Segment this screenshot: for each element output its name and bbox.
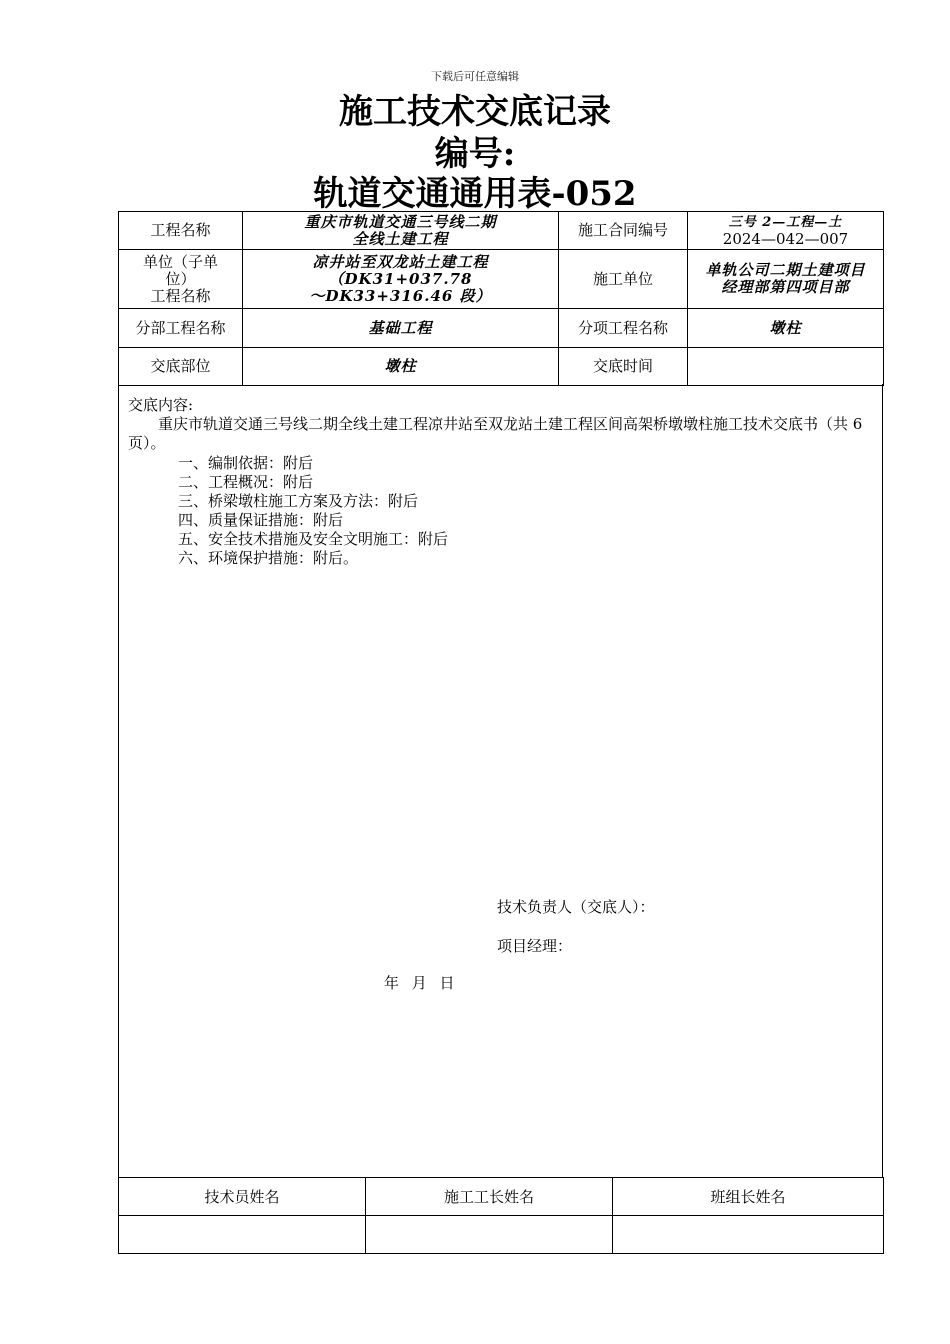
project-name-value-line1: 重庆市轨道交通三号线二期 <box>304 212 497 231</box>
team-leader-name-header: 班组长姓名 <box>613 1178 884 1216</box>
table-row <box>119 250 884 309</box>
briefing-time-label: 交底时间 <box>559 348 688 386</box>
project-manager-signature-label: 项目经理： <box>497 937 573 955</box>
watermark-text: 下载后可任意编辑 <box>431 70 519 83</box>
date-label: 年 月 日 <box>384 974 455 992</box>
list-item: 四、质量保证措施：附后 <box>178 511 344 529</box>
contract-number-label: 施工合同编号 <box>559 212 688 250</box>
list-item: 二、工程概况：附后 <box>178 473 314 491</box>
subitem-project-value: 墩柱 <box>688 309 884 348</box>
briefing-location-label: 交底部位 <box>119 348 243 386</box>
division-project-value: 基础工程 <box>243 309 559 348</box>
unit-label-line2: 位） <box>165 269 196 288</box>
table-row <box>119 309 884 348</box>
project-name-value-line2: 全线土建工程 <box>352 229 449 248</box>
unit-value-line1: 凉井站至双龙站土建工程（DK31+037.78 <box>312 252 489 288</box>
briefing-time-value <box>688 348 884 386</box>
table-row <box>119 348 884 386</box>
foreman-name-header: 施工工长姓名 <box>366 1178 613 1216</box>
unit-project-name-value <box>243 250 559 309</box>
briefing-content-section <box>118 384 883 1178</box>
contract-number-line1: 三号 2—工程—土 <box>728 214 843 230</box>
team-leader-name-cell[interactable] <box>613 1216 884 1254</box>
document-title: 施工技术交底记录 <box>339 92 611 132</box>
document-number-label: 编号: <box>434 134 516 174</box>
unit-project-name-label <box>119 250 243 309</box>
construction-unit-line2: 经理部第四项目部 <box>721 278 850 296</box>
construction-unit-line1: 单轨公司二期土建项目 <box>705 261 866 279</box>
table-row <box>119 1216 884 1254</box>
list-item: 六、环境保护措施：附后。 <box>178 549 359 567</box>
list-item: 一、编制依据：附后 <box>178 454 314 472</box>
contract-number-line2: 2024—042—007 <box>722 229 849 248</box>
construction-unit-value <box>688 250 884 309</box>
content-item-list <box>178 454 448 568</box>
subitem-project-label: 分项工程名称 <box>559 309 688 348</box>
content-paragraph: 重庆市轨道交通三号线二期全线土建工程凉井站至双龙站土建工程区间高架桥墩墩柱施工技术交底书（共 6 页）。 <box>128 415 863 452</box>
unit-value-line2: ～DK33+316.46 段） <box>309 286 492 305</box>
briefing-location-value: 墩柱 <box>243 348 559 386</box>
form-code: 轨道交通通用表-052 <box>313 174 637 214</box>
division-project-label: 分部工程名称 <box>119 309 243 348</box>
project-name-label: 工程名称 <box>119 212 243 250</box>
contract-number-value <box>688 212 884 250</box>
table-row <box>119 1178 884 1216</box>
foreman-name-cell[interactable] <box>366 1216 613 1254</box>
technical-lead-signature-label: 技术负责人（交底人）： <box>497 898 655 916</box>
technician-name-header: 技术员姓名 <box>119 1178 366 1216</box>
list-item: 三、桥梁墩柱施工方案及方法：附后 <box>178 492 419 510</box>
list-item: 五、安全技术措施及安全文明施工：附后 <box>178 530 449 548</box>
unit-label-line3: 工程名称 <box>150 286 211 305</box>
technician-name-cell[interactable] <box>119 1216 366 1254</box>
signatories-table <box>118 1177 884 1254</box>
unit-label-line1: 单位（子单 <box>142 252 218 271</box>
table-row <box>119 212 884 250</box>
content-label: 交底内容: <box>128 396 194 414</box>
construction-unit-label: 施工单位 <box>559 250 688 309</box>
project-info-table <box>118 211 884 386</box>
project-name-value <box>243 212 559 250</box>
